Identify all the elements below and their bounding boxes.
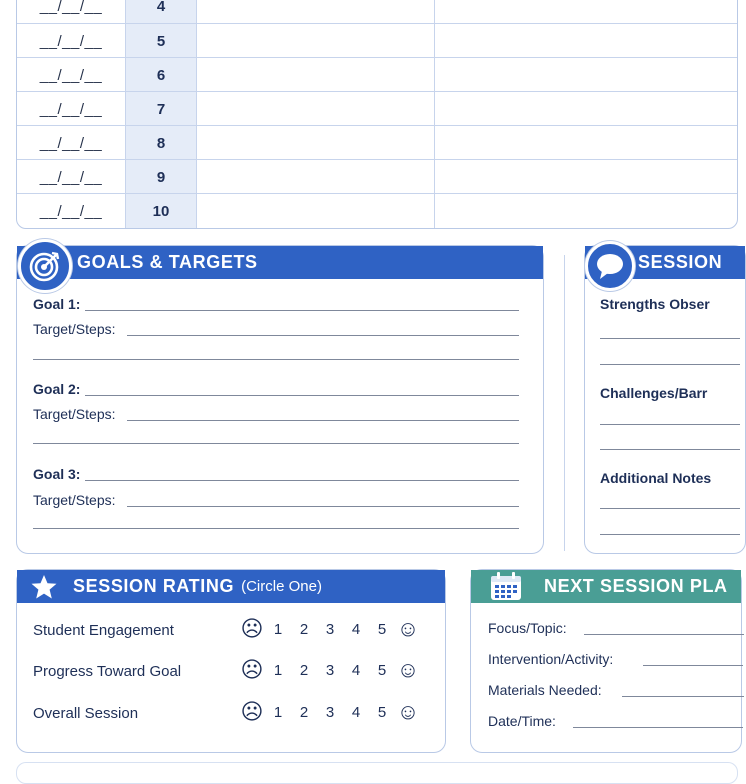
date-cell[interactable]: __/__/__ (39, 100, 103, 118)
goal1-target-field[interactable] (127, 335, 519, 336)
rating-subtitle: (Circle One) (241, 578, 322, 595)
strengths-label: Strengths Obser (600, 296, 710, 312)
focus-topic-field[interactable] (584, 634, 744, 635)
rating-option-3[interactable]: 3 (325, 661, 335, 679)
goal2-target-field[interactable] (127, 420, 519, 421)
next-session-title: NEXT SESSION PLA (544, 576, 728, 596)
rating-option-2[interactable]: 2 (299, 703, 309, 721)
entry-cell[interactable] (196, 194, 435, 228)
sad-face-icon[interactable]: ☹ (240, 657, 264, 682)
intervention-activity-label: Intervention/Activity: (488, 651, 614, 667)
date-cell[interactable]: __/__/__ (39, 134, 103, 152)
rating-option-1[interactable]: 1 (273, 620, 283, 638)
entry-cell[interactable] (196, 126, 435, 160)
star-icon (31, 574, 57, 600)
rating-option-3[interactable]: 3 (325, 703, 335, 721)
date-cell[interactable]: __/__/__ (39, 66, 103, 84)
rating-option-1[interactable]: 1 (273, 661, 283, 679)
table-row (17, 57, 737, 92)
date-time-field[interactable] (573, 727, 743, 728)
strengths-field[interactable] (600, 338, 740, 339)
table-row (17, 193, 737, 228)
happy-face-icon[interactable]: ☺ (396, 616, 420, 641)
date-time-label: Date/Time: (488, 713, 556, 729)
goal2-field[interactable] (85, 395, 519, 396)
rating-header (17, 570, 445, 603)
next-section-edge (16, 762, 738, 784)
table-row (17, 23, 737, 58)
focus-topic-label: Focus/Topic: (488, 620, 567, 636)
goal3-field[interactable] (85, 480, 519, 481)
target-icon (18, 239, 72, 293)
goal1-target-label: Target/Steps: (33, 321, 116, 337)
entry-cell[interactable] (196, 24, 435, 58)
strengths-field-2[interactable] (600, 364, 740, 365)
happy-face-icon[interactable]: ☺ (396, 657, 420, 682)
goal2-target-label: Target/Steps: (33, 406, 116, 422)
table-row (17, 125, 737, 160)
table-row (17, 0, 737, 23)
next-session-panel (470, 569, 742, 753)
rating-option-5[interactable]: 5 (377, 620, 387, 638)
goal2-label: Goal 2: (33, 381, 81, 397)
entry-cell[interactable] (196, 92, 435, 126)
rating-option-4[interactable]: 4 (351, 620, 361, 638)
challenges-field-2[interactable] (600, 449, 740, 450)
rating-option-4[interactable]: 4 (351, 703, 361, 721)
rating-option-3[interactable]: 3 (325, 620, 335, 638)
goal2-target-field-2[interactable] (33, 443, 519, 444)
next-session-header (471, 570, 741, 603)
overall-session-label: Overall Session (33, 705, 139, 722)
rating-option-2[interactable]: 2 (299, 661, 309, 679)
session-number: 6 (125, 58, 197, 92)
rating-option-2[interactable]: 2 (299, 620, 309, 638)
rating-title: SESSION RATING (73, 576, 235, 596)
session-number: 5 (125, 24, 197, 58)
date-cell[interactable]: __/__/__ (39, 202, 103, 220)
materials-needed-field[interactable] (622, 696, 744, 697)
rating-option-5[interactable]: 5 (377, 703, 387, 721)
date-cell[interactable]: __/__/__ (39, 32, 103, 50)
goal3-label: Goal 3: (33, 466, 81, 482)
intervention-activity-field[interactable] (643, 665, 743, 666)
additional-notes-field[interactable] (600, 508, 740, 509)
entry-cell[interactable] (196, 58, 435, 92)
rating-option-1[interactable]: 1 (273, 703, 283, 721)
session-log-table (16, 0, 738, 229)
progress-toward-goal-label: Progress Toward Goal (33, 663, 182, 680)
session-number: 7 (125, 92, 197, 126)
challenges-field[interactable] (600, 424, 740, 425)
additional-notes-field-2[interactable] (600, 534, 740, 535)
sad-face-icon[interactable]: ☹ (240, 616, 264, 641)
date-cell[interactable]: __/__/__ (39, 0, 103, 15)
overall-session-scale (239, 701, 421, 723)
student-engagement-label: Student Engagement (33, 622, 174, 639)
goal1-field[interactable] (85, 310, 519, 311)
additional-notes-label: Additional Notes (600, 470, 712, 486)
goals-title: GOALS & TARGETS (77, 252, 258, 272)
calendar-icon (489, 572, 523, 602)
notes-title: SESSION (638, 252, 723, 272)
goals-panel (16, 245, 544, 554)
entry-cell[interactable] (196, 0, 435, 23)
column-divider (564, 255, 565, 551)
goals-header (17, 246, 543, 279)
goal3-target-field-2[interactable] (33, 528, 519, 529)
session-number: 10 (125, 194, 197, 228)
goal1-target-field-2[interactable] (33, 359, 519, 360)
goal3-target-label: Target/Steps: (33, 492, 116, 508)
progress-toward-goal-scale (239, 659, 421, 681)
goal1-label: Goal 1: (33, 296, 81, 312)
speech-bubble-icon (585, 241, 635, 291)
happy-face-icon[interactable]: ☺ (396, 699, 420, 724)
challenges-label: Challenges/Barr (600, 385, 708, 401)
rating-option-5[interactable]: 5 (377, 661, 387, 679)
session-notes-panel (584, 245, 746, 554)
rating-option-4[interactable]: 4 (351, 661, 361, 679)
materials-needed-label: Materials Needed: (488, 682, 602, 698)
session-number: 8 (125, 126, 197, 160)
goal3-target-field[interactable] (127, 506, 519, 507)
student-engagement-scale (239, 618, 421, 640)
session-number: 4 (125, 0, 197, 23)
session-rating-panel (16, 569, 446, 753)
date-cell[interactable]: __/__/__ (39, 168, 103, 186)
table-row (17, 159, 737, 194)
entry-cell[interactable] (196, 160, 435, 194)
sad-face-icon[interactable]: ☹ (240, 699, 264, 724)
session-number: 9 (125, 160, 197, 194)
table-row (17, 91, 737, 126)
